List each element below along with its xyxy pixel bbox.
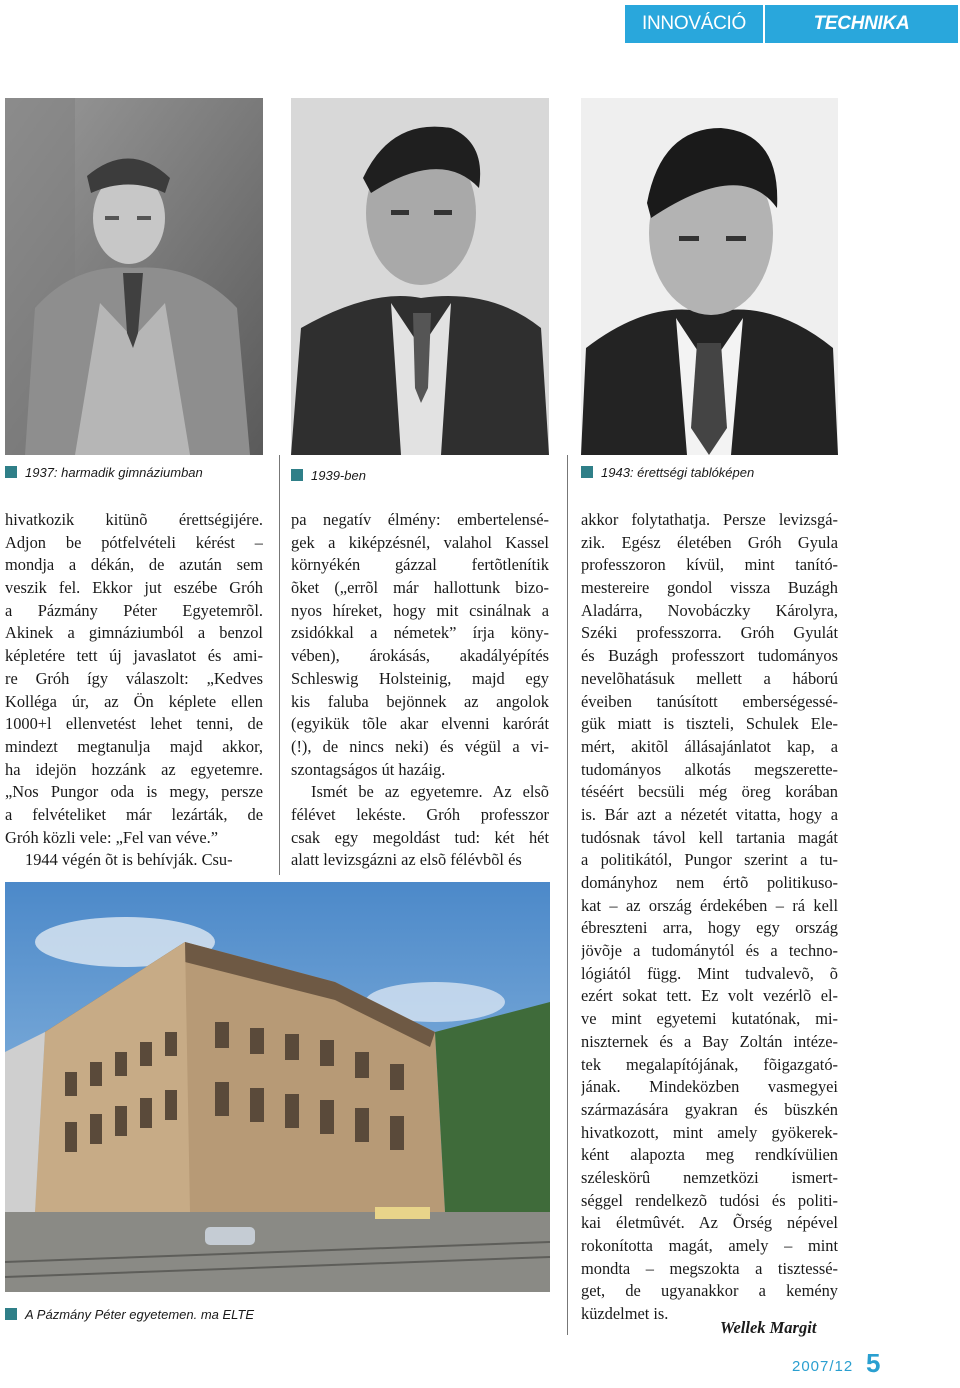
portrait-photo-1937 (5, 98, 263, 455)
caption-building: A Pázmány Péter egyetemen. ma ELTE (5, 1307, 254, 1323)
text-line: nyos híreket, hogy mit csinálnak a (291, 600, 549, 620)
text-line: mestereire gondol vissza Buzágh (581, 578, 838, 598)
text-line: kat – az ország érdekében – rá kell (581, 895, 838, 915)
text-line: ként alapozta meg rendkívülien (581, 1145, 838, 1165)
text-line: Adjon be pótfelvételi kérést – (5, 532, 263, 552)
text-line: tek megalapítójának, fõigazgató- (581, 1054, 838, 1074)
text-line: pa negatív élmény: embertelensé- (291, 510, 549, 529)
text-line: környékén gázzal fertõtlenítik (291, 555, 549, 575)
text-line: kis faluba bejönnek az angolok (291, 691, 549, 711)
text-line: 1944 végén õt is behívják. Csu- (25, 850, 233, 870)
caption-marker (5, 1308, 17, 1320)
text-line: Kolléga úr, az Ön képlete ellen (5, 691, 263, 711)
caption-photo-1937: 1937: harmadik gimnáziumban (5, 465, 203, 481)
column-rule-2 (567, 455, 568, 1335)
page-number: 5 (866, 1348, 881, 1378)
text-line: ébreszteni arra, hogy egy ország (581, 918, 838, 938)
subsection-label: TECHNIKA (765, 5, 958, 43)
text-line: ezért sokat tett. Ez volt vezérlõ el- (581, 986, 838, 1006)
text-line: zsidókkal a németek” írja köny- (291, 623, 549, 643)
text-line: mindezt megtanulja majd akkor, (5, 736, 263, 756)
text-line: (!), de nincs neki) és végül a vi- (291, 736, 549, 756)
text-line: származására gyakran és büszkén (581, 1099, 838, 1119)
section-label: INNOVÁCIÓ (625, 5, 763, 43)
text-line: hivatkozott, mint amely gyökerek- (581, 1122, 838, 1142)
text-line: is. Bár azt a nézetét vitatta, hogy a (581, 804, 838, 824)
caption-marker (5, 466, 17, 478)
text-line: nevelõhatásuk mellett a háború (581, 668, 838, 688)
text-line: (egyikük tõle akar elvenni karórát (291, 714, 549, 734)
text-line: vében), árokásás, akadályépítés (291, 646, 549, 666)
caption-photo-1939: 1939-ben (291, 468, 366, 484)
caption-marker (581, 466, 593, 478)
text-line: alatt levizsgázni az elsõ félévbõl és (291, 850, 522, 870)
text-line: 1000+l ellenvetést lehet tenni, de (5, 714, 263, 734)
caption-photo-1943: 1943: érettségi tablóképen (581, 465, 754, 481)
text-line: õket („errõl már hallottunk bizo- (291, 578, 549, 598)
text-line: küzdelmet is. (581, 1304, 669, 1324)
text-line: éveiben tanúsított emberségessé- (581, 691, 838, 711)
text-line: get, de ugyanakkor a kemény (581, 1281, 838, 1301)
text-line: jövõje a tudománytól és a techno- (581, 941, 838, 961)
text-line: a Pázmány Péter Egyetemrõl. (5, 600, 263, 620)
column-rule-1 (279, 455, 280, 875)
text-line: lógiától függ. Mint tudvalevõ, õ (581, 963, 838, 983)
text-line: téséért becsüli még öreg korában (581, 782, 838, 802)
article-column-1 (5, 509, 263, 872)
text-line: gek a kiképzésnél, valahol Kassel (291, 532, 549, 552)
text-line: ha idejön hozzánk az egyetemre. (5, 759, 263, 779)
text-line: Ismét be az egyetemre. Az elsõ (311, 782, 549, 802)
text-line: mért, akitõl állásajánlatot kap, a (581, 736, 838, 756)
text-line: Akinek a gimnáziumból a benzol (5, 623, 263, 643)
text-line: félévet lekéste. Gróh professzor (291, 804, 549, 824)
text-line: kai életmûvét. Az Õrség népével (581, 1213, 838, 1233)
text-line: „Nos Pungor oda is megy, persze (5, 782, 263, 802)
text-line: rokonította magát, amely – mint (581, 1236, 838, 1255)
text-line: Aladárra, Novobáczky Károlyra, (581, 600, 838, 620)
text-line: széleskörû nemzetközi ismert- (581, 1167, 838, 1187)
text-line: re Gróh így válaszolt: „Kedves (5, 668, 263, 688)
text-line: dományhoz nem értõ politikuso- (581, 873, 838, 892)
text-line: akkor folytathatja. Persze levizsgá- (581, 510, 838, 529)
text-line: képletére tett új javaslatot és ami- (5, 646, 263, 666)
portrait-photo-1943 (581, 98, 838, 455)
text-line: a politikától, Pungor szerint a tu- (581, 850, 838, 870)
text-line: gük miatt is tiszteli, Schulek Ele- (581, 714, 838, 734)
text-line: séggel rendelkezõ tudósi és politi- (581, 1190, 838, 1210)
text-line: ve mint egyetemi kutatónak, mi- (581, 1009, 838, 1029)
text-line: professzoron kívül, mint tanító- (581, 555, 838, 575)
text-line: a felvételiket már lezárták, de (5, 804, 263, 824)
text-line: Gróh közli vele: „Fel van véve.” (5, 827, 218, 847)
text-line: niszternek és a Bay Zoltán intéze- (581, 1031, 838, 1051)
text-line: hivatkozik kitünõ érettségijére. (5, 510, 263, 529)
text-line: csak egy megoldást tud: két hét (291, 827, 549, 847)
issue-number: 2007/12 (792, 1358, 854, 1375)
text-line: Széki professzorra. Gróh Gyulát (581, 623, 838, 643)
article-column-2 (291, 509, 549, 872)
text-line: veszik fel. Ekkor jut eszébe Gróh (5, 578, 263, 598)
text-line: jának. Mindeközben vasmegyei (581, 1077, 838, 1097)
section-header (625, 5, 958, 43)
caption-marker (291, 469, 303, 481)
author-signature: Wellek Margit (720, 1318, 817, 1337)
text-line: mondja a dékán, de azután sem (5, 555, 263, 575)
text-line: tudósnak távol kell tartania magát (581, 827, 838, 847)
text-line: szontagságos út hazáig. (291, 759, 446, 779)
text-line: Schleswig Holsteinig, majd egy (291, 668, 549, 688)
text-line: mondta – megszokta a tisztessé- (581, 1258, 838, 1278)
article-column-3 (581, 509, 838, 1326)
text-line: és Buzágh professzort tudományos (581, 646, 838, 666)
portrait-photo-1939 (291, 98, 549, 455)
text-line: tudományos alkotás megszerette- (581, 759, 838, 779)
university-building-photo (5, 882, 550, 1292)
text-line: zik. Egész életében Gróh Gyula (581, 532, 838, 552)
